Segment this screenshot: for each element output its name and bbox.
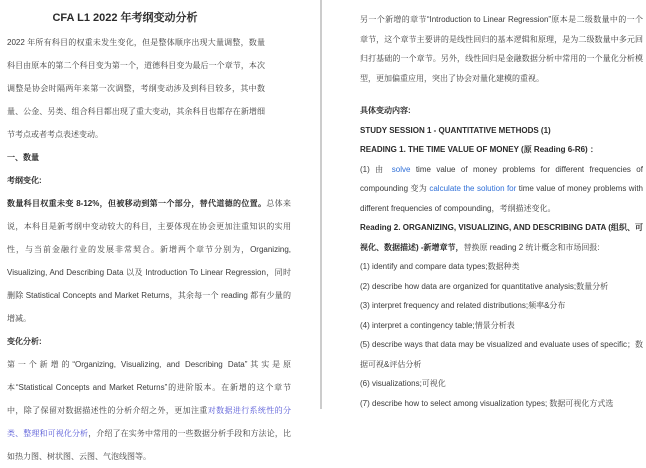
- page-divider: [320, 0, 322, 409]
- list-item: (3) interpret frequency and related distributions;频率&分布: [360, 301, 566, 310]
- intro-paragraph: 2022 年所有科目的权重未发生变化，但是整体顺序出现大量调整，数量科目由原本的第二个科目变为第一个，道德科目变为最后一个章节，本次调整是协会时隔两年来第一次调整，考纲变动涉及到科目较多，其中数量、公金、另类、组合科目都出现了重大变动，其余科目也都存在新增细节考点或者考点表述变动。: [7, 38, 265, 139]
- reading1-item-pre: (1) 由: [360, 164, 392, 174]
- reading1-item-mid: time value of money problems for different frequencies of compounding 变为: [360, 164, 643, 193]
- reading1-heading: READING 1. THE TIME VALUE OF MONEY (原 Reading 6-R6) ：: [360, 145, 598, 154]
- details-heading: 具体变动内容:: [360, 106, 411, 115]
- reading2-los-list: [360, 257, 643, 413]
- page-right: [360, 10, 643, 413]
- reading1-link-calculate: calculate the solution for: [429, 184, 517, 193]
- doc-title: CFA L1 2022 年考纲变动分析: [52, 12, 198, 24]
- regression-paragraph: 另一个新增的章节“Introduction to Linear Regression”原本是二级数量中的一个章节，这个章节主要讲的是线性回归的基本逻辑和原理，是为二级数量中多元回归打基础的一个章节。另外，线性回归是金融数据分析中常用的一个量化分析模型，更加偏重应用，突出了协会对量化建模的重视。: [360, 15, 643, 83]
- reading1-item: [360, 160, 643, 219]
- analysis-post-text: ，介绍了在实务中常用的一些数据分析手段和方法论，比如热力图、树状图、云图、气泡线图等。: [7, 429, 292, 461]
- section-heading-quant: 一、数量: [7, 153, 39, 162]
- change-rest-text: 总体来说，本科目是新考纲中变动较大的科目，主要体现在协会更加注重知识的实用性，与当前金融行业的发展非常契合。新增两个章节分别为，Organizing, Visualizing, And Describing Data 以及 Introduction To Linear Regression，同时删除 Statistical Concepts and Market Returns，其余每一个 reading 都有少量的增减。: [7, 199, 291, 323]
- analysis-highlight-text: 对数据进行系统性的分类、整理和可视化分析: [7, 406, 292, 438]
- list-item: (2) describe how data are organized for quantitative analysis;数量分析: [360, 281, 609, 291]
- reading2-heading: [360, 218, 643, 257]
- list-item: (1) identify and compare data types;数据种类: [360, 262, 520, 271]
- analysis-pre-text: 第一个新增的“Organizing, Visualizing, and Describing Data”其实是原本“Statistical Concepts and Market Returns”的进阶版本。在新增的这个章节中，除了保留对数据描述性的分析介绍之外，更加注重: [7, 360, 291, 415]
- page-left: [7, 6, 291, 468]
- subheading-change-analysis: 变化分析:: [7, 337, 42, 346]
- reading1-item-post: time value of money problems with different frequencies of compounding，考纲描述变化。: [360, 184, 643, 213]
- change-paragraph: [7, 192, 291, 330]
- reading2-heading-rest: 替换原 reading 2 统计概念和市场回报:: [463, 242, 600, 252]
- list-item: (7) describe how to select among visualization types; 数据可视化方式选: [360, 398, 614, 408]
- analysis-paragraph: [7, 353, 291, 468]
- change-bold-text: 数量科目权重未变 8-12%，但被移动到第一个部分，替代道德的位置。: [7, 199, 267, 208]
- list-item: (6) visualizations;可视化: [360, 379, 446, 388]
- list-item: (5) describe ways that data may be visualized and evaluate uses of specific；数据可视&评估分析: [360, 340, 643, 369]
- list-item: (4) interpret a contingency table;情景分析表: [360, 320, 515, 330]
- reading2-heading-bold: Reading 2. ORGANIZING, VISUALIZING, AND DESCRIBING DATA (组织、可视化、数据描述) -新增章节，: [360, 223, 643, 252]
- reading1-link-solve: solve: [391, 164, 411, 174]
- study-session-heading: STUDY SESSION 1 - QUANTITATIVE METHODS (1): [360, 125, 551, 135]
- subheading-syllabus-change: 考纲变化:: [7, 176, 42, 185]
